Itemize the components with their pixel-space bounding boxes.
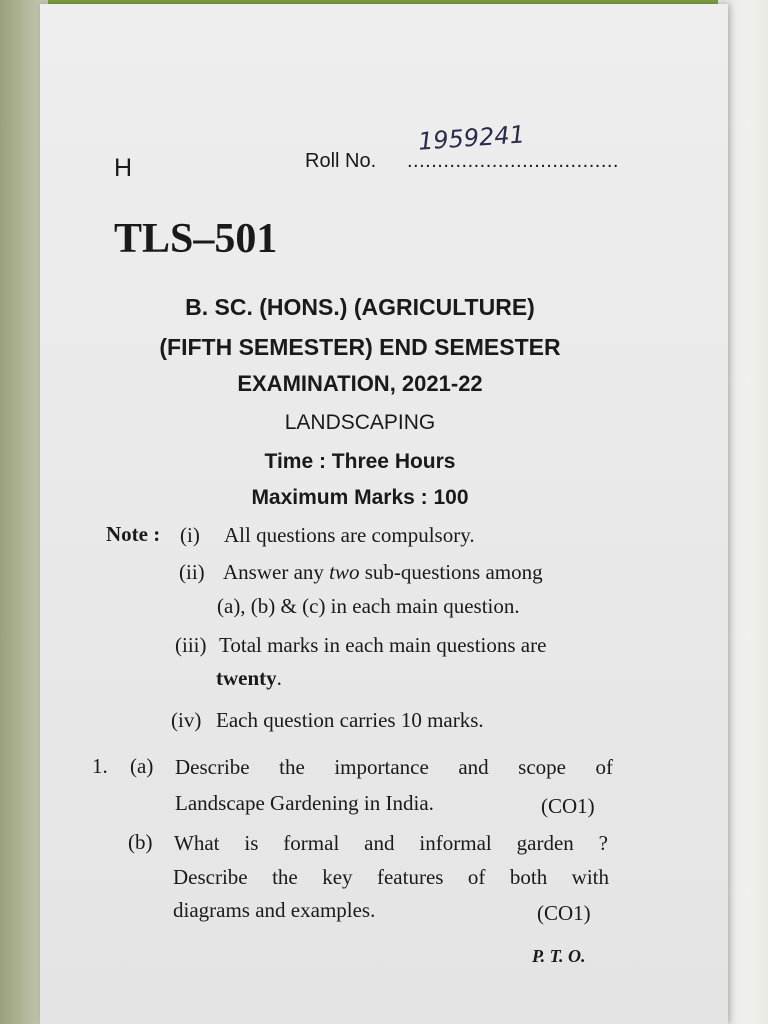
question-1b-line1: What is formal and informal garden ? bbox=[174, 831, 608, 855]
exam-paper bbox=[40, 4, 728, 1024]
time-allowed: Time : Three Hours bbox=[264, 450, 456, 473]
note-ii-text: Answer any two sub-questions among bbox=[223, 560, 543, 584]
subject-name: LANDSCAPING bbox=[284, 411, 436, 434]
course-title-line3: EXAMINATION, 2021-22 bbox=[237, 371, 483, 396]
roll-number-field: ................................... bbox=[407, 150, 619, 172]
question-1b-line2: Describe the key features of both with bbox=[173, 865, 609, 889]
note-iii-text: Total marks in each main questions are bbox=[219, 633, 547, 657]
question-1b-label: (b) bbox=[128, 830, 153, 854]
question-1a-label: (a) bbox=[130, 754, 154, 778]
note-iv-number: (iv) bbox=[171, 708, 202, 732]
series-letter: H bbox=[114, 154, 133, 182]
note-i-text: All questions are compulsory. bbox=[224, 523, 475, 547]
roll-number-handwritten: 1959241 bbox=[417, 120, 526, 156]
maximum-marks: Maximum Marks : 100 bbox=[251, 486, 469, 509]
question-1a-co: (CO1) bbox=[541, 794, 595, 818]
question-1a-line1: Describe the importance and scope of bbox=[175, 755, 613, 779]
question-1a-line2: Landscape Gardening in India. bbox=[175, 791, 434, 815]
note-ii-number: (ii) bbox=[179, 560, 205, 584]
paper-code: TLS–501 bbox=[114, 216, 278, 262]
note-ii-text-continued: (a), (b) & (c) in each main question. bbox=[217, 594, 520, 618]
question-1b-line3: diagrams and examples. bbox=[173, 898, 376, 922]
note-iv-text: Each question carries 10 marks. bbox=[216, 708, 484, 732]
course-title-line2: (FIFTH SEMESTER) END SEMESTER bbox=[159, 334, 561, 360]
note-label: Note : bbox=[106, 522, 161, 546]
note-iii-number: (iii) bbox=[175, 633, 207, 657]
course-title-line1: B. SC. (HONS.) (AGRICULTURE) bbox=[185, 294, 535, 320]
question-1-number: 1. bbox=[92, 754, 108, 778]
please-turn-over: P. T. O. bbox=[532, 946, 586, 966]
roll-number-label: Roll No. bbox=[305, 150, 377, 172]
note-iii-text-continued: twenty. bbox=[216, 666, 282, 690]
note-i-number: (i) bbox=[180, 523, 200, 547]
question-1b-co: (CO1) bbox=[537, 901, 591, 925]
